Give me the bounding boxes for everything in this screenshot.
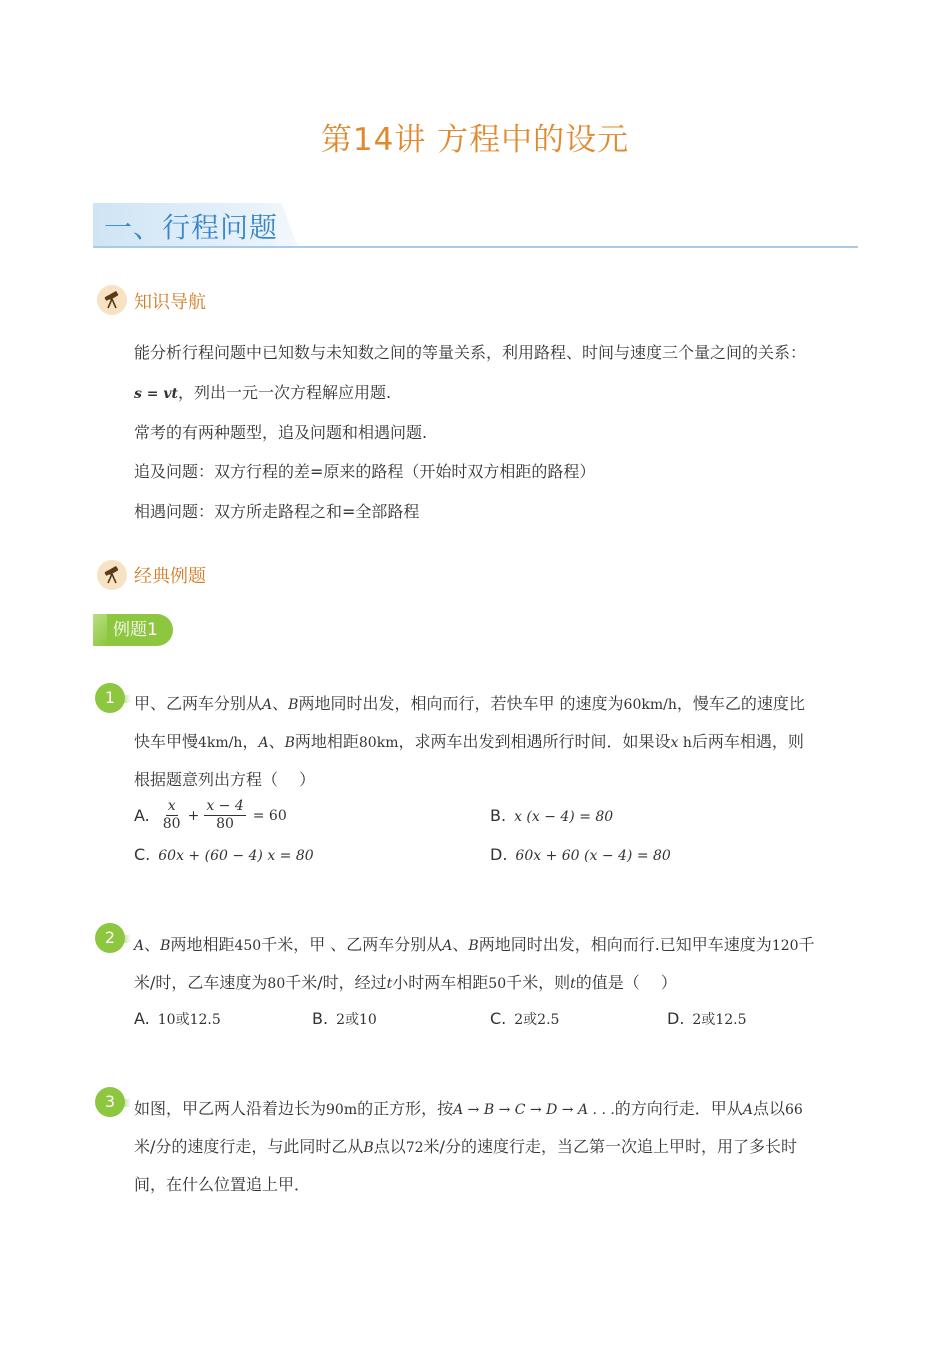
q2-option-c[interactable]: C. 2或2.5 <box>490 1009 560 1028</box>
example-tag-notch <box>93 614 107 646</box>
telescope-icon <box>97 285 127 315</box>
section-title: 一、行程问题 <box>104 211 279 244</box>
q2-option-b[interactable]: B. 2或10 <box>312 1009 377 1028</box>
q2-option-a[interactable]: A. 10或12.5 <box>134 1009 221 1028</box>
q1-option-b[interactable]: B. x (x − 4) = 80 <box>490 806 614 825</box>
q2-line-2: 米/时，乙车速度为80千米/时，经过t小时两车相距50千米，则t的值是（ ） <box>134 973 677 992</box>
q3-line-3: 间，在什么位置追上甲． <box>134 1175 311 1194</box>
knowledge-line-3: 常考的有两种题型，追及问题和相遇问题. <box>134 423 428 442</box>
knowledge-line-5: 相遇问题：双方所走路程之和=全部路程 <box>134 502 420 521</box>
knowledge-line-4: 追及问题：双方行程的差=原来的路程（开始时双方相距的路程） <box>134 462 596 481</box>
question-number-3: 3 <box>95 1087 125 1117</box>
telescope-icon <box>97 560 127 590</box>
knowledge-line-2: s = vt，列出一元一次方程解应用题. <box>134 383 392 402</box>
q2-line-1: A、B两地相距450千米，甲 、乙两车分别从A、B两地同时出发，相向而行.已知甲车速度为120千 <box>134 935 815 954</box>
q1-line-1: 甲、乙两车分别从A、B两地同时出发，相向而行，若快车甲 的速度为60km/h，慢车乙的速度比 <box>134 694 805 713</box>
examples-heading: 经典例题 <box>134 566 206 587</box>
q1-option-a[interactable]: A. $\frac{x}{80}$ + $\frac{x - 4}{80}$ = 60 <box>134 798 287 832</box>
q1-option-d[interactable]: D. 60x + 60 (x − 4) = 80 <box>490 845 671 864</box>
q1-line-3: 根据题意列出方程（ ） <box>134 770 316 789</box>
question-number-1: 1 <box>95 683 125 713</box>
knowledge-heading: 知识导航 <box>134 292 206 313</box>
q1-option-c[interactable]: C. 60x + (60 − 4) x = 80 <box>134 845 314 864</box>
formula: s = vt <box>134 386 178 402</box>
q2-option-d[interactable]: D. 2或12.5 <box>667 1009 747 1028</box>
page-title: 第14讲 方程中的设元 <box>320 122 630 158</box>
q3-line-1: 如图，甲乙两人沿着边长为90m的正方形，按A → B → C → D → A . . .的方向行走．甲从A点以66 <box>134 1099 803 1118</box>
q3-line-2: 米/分的速度行走，与此同时乙从B点以72米/分的速度行走，当乙第一次追上甲时，用了多长时 <box>134 1137 797 1156</box>
knowledge-line-1: 能分析行程问题中已知数与未知数之间的等量关系，利用路程、时间与速度三个量之间的关系： <box>134 343 807 362</box>
section-underline <box>93 246 858 248</box>
example-tag: 例题1 <box>93 614 173 646</box>
q1-line-2: 快车甲慢4km/h，A、B两地相距80km，求两车出发到相遇所行时间．如果设x h后两车相遇，则 <box>134 732 804 751</box>
question-number-2: 2 <box>95 923 125 953</box>
